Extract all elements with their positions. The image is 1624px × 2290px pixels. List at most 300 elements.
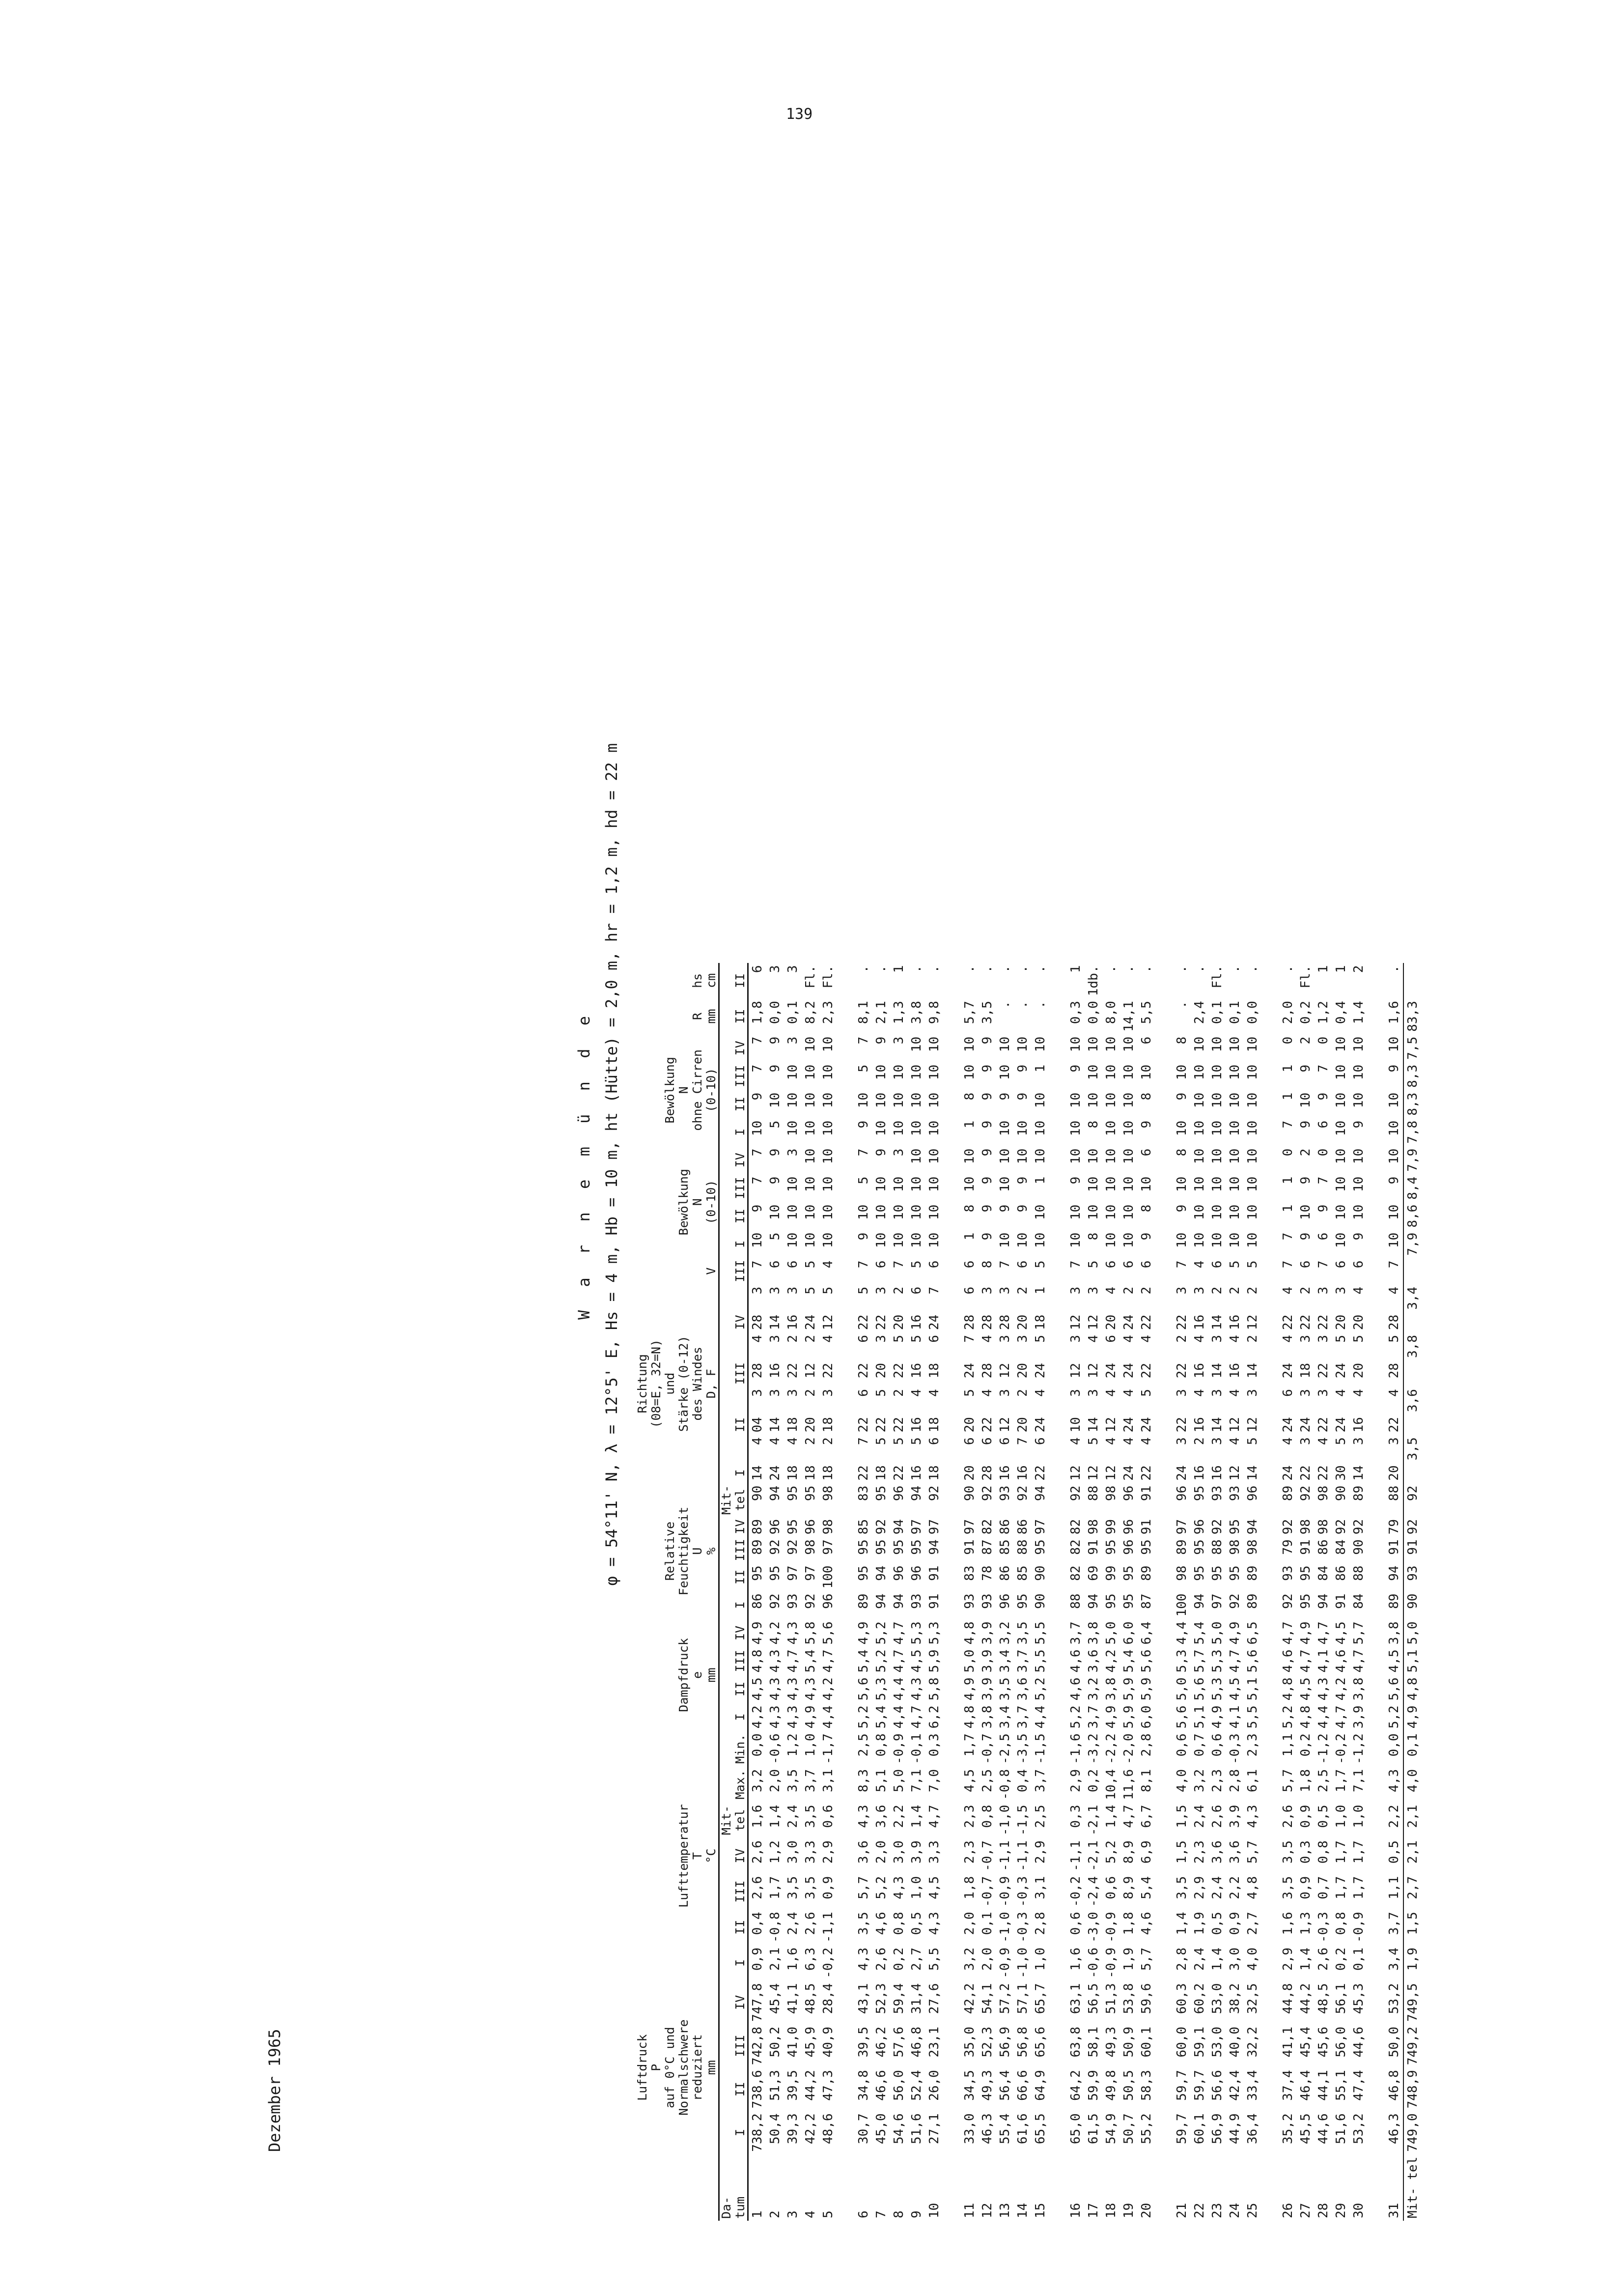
value-cell: 22	[892, 1465, 906, 1481]
value-cell: 3	[1210, 1389, 1225, 1397]
value-cell: 59,7	[1175, 2113, 1189, 2145]
value-cell: Fl.	[803, 965, 818, 989]
value-cell: 10	[1228, 1120, 1242, 1136]
gap-cell	[1261, 963, 1279, 2221]
value-cell: 4,2	[1104, 1649, 1119, 1673]
value-cell: 4	[768, 1437, 783, 1445]
value-cell: 5,0	[1210, 1621, 1225, 1645]
value-cell: 65,6	[1033, 2026, 1048, 2058]
value-cell: 91	[1139, 1519, 1154, 1535]
value-cell: 5	[962, 1389, 977, 1397]
value-cell: 10	[768, 1204, 783, 1220]
rotated-table-sheet	[491, 108, 1420, 2221]
value-cell: 2,4	[1192, 1948, 1207, 1971]
value-cell: 3,8	[1086, 1621, 1101, 1645]
value-cell: 89	[1281, 1485, 1295, 1501]
value-cell: 83	[856, 1485, 871, 1501]
value-cell: 27,1	[927, 2113, 942, 2145]
value-cell: 5,6	[1139, 1649, 1154, 1673]
value-cell: 10	[821, 1120, 836, 1136]
value-cell: 3	[785, 1036, 800, 1045]
value-cell: 2	[1175, 1335, 1189, 1343]
value-cell: 10	[821, 1176, 836, 1192]
value-cell: 9	[980, 1232, 995, 1241]
value-cell: 5	[803, 1286, 818, 1295]
value-cell: 0,0	[750, 1733, 765, 1757]
value-cell: 53,0	[1210, 1983, 1225, 2014]
value-cell: 10	[1334, 1036, 1348, 1052]
value-cell: 3	[1086, 1286, 1101, 1295]
value-cell: 98	[1298, 1519, 1313, 1535]
value-cell: 4,7	[1351, 1649, 1366, 1673]
value-cell: 50,4	[768, 2113, 783, 2145]
value-cell: 87	[1139, 1593, 1154, 1609]
value-cell: 22	[1139, 1363, 1154, 1379]
value-cell: 89	[856, 1593, 871, 1609]
value-cell: 2,2	[892, 1805, 906, 1828]
value-cell: 86	[998, 1565, 1012, 1581]
value-cell: 3	[998, 1335, 1012, 1343]
sub-header-cell: II	[719, 998, 748, 1034]
value-cell: 10	[1298, 1092, 1313, 1108]
value-cell: 95	[874, 1485, 889, 1501]
value-cell: 59,9	[1086, 2070, 1101, 2101]
value-cell: 2,9	[821, 1840, 836, 1864]
value-cell: 10	[909, 1204, 924, 1220]
value-cell: 10	[1210, 1036, 1225, 1052]
value-cell: 45,3	[1351, 1983, 1366, 2014]
value-cell: 5,6	[1175, 1705, 1189, 1729]
value-cell: 8,3	[1403, 1090, 1422, 1118]
value-cell: 5,2	[874, 1649, 889, 1673]
sub-header-cell: III	[719, 1360, 748, 1386]
value-cell: 10	[803, 1232, 818, 1248]
value-cell: 4	[1086, 1335, 1101, 1343]
value-cell: 5,7	[856, 1876, 871, 1899]
value-cell: 2,6	[750, 1876, 765, 1899]
day-cell: 17	[1086, 2203, 1101, 2218]
value-cell: 7	[856, 1260, 871, 1269]
value-cell: 4	[1068, 1437, 1083, 1445]
value-cell: -0,9	[1351, 1912, 1366, 1943]
value-cell: 7	[856, 1148, 871, 1157]
value-cell: 89	[1245, 1593, 1260, 1609]
value-cell: 2,6	[1316, 1948, 1331, 1971]
value-cell: 51,3	[768, 2070, 783, 2101]
sub-header-cell: IV	[719, 1146, 748, 1174]
table-row	[855, 963, 872, 2221]
value-cell: 3,8	[909, 1001, 924, 1024]
value-cell: 59,7	[1175, 2070, 1189, 2101]
value-cell: 96	[768, 1519, 783, 1535]
value-cell: 82	[1068, 1539, 1083, 1555]
value-cell: 1,7	[1334, 1769, 1348, 1792]
value-cell: 5,9	[1121, 1705, 1136, 1729]
value-cell: 4	[1387, 1286, 1401, 1295]
value-cell: 5,7	[1351, 1621, 1366, 1645]
value-cell: 5,6	[1387, 1677, 1401, 1701]
value-cell: 0,5	[1210, 1912, 1225, 1935]
value-cell: 22	[874, 1314, 889, 1330]
value-cell: 0	[1316, 1036, 1331, 1045]
value-cell: 2,7	[909, 1948, 924, 1971]
value-cell: 16	[1210, 1465, 1225, 1481]
value-cell: 3,2	[1192, 1769, 1207, 1792]
value-cell: 1,8	[1121, 1912, 1136, 1935]
value-cell: 34,5	[962, 2070, 977, 2101]
value-cell: 93	[980, 1593, 995, 1609]
table-row	[1173, 963, 1191, 2221]
value-cell: 26,0	[927, 2070, 942, 2101]
value-cell: 1,6	[750, 1805, 765, 1828]
day-cell: 20	[1139, 2203, 1154, 2218]
value-cell: -1,5	[1015, 1805, 1030, 1836]
value-cell: 2,9	[1192, 1876, 1207, 1899]
value-cell: 4,3	[785, 1705, 800, 1729]
value-cell: 10	[1121, 1148, 1136, 1164]
value-cell: 0,6	[1210, 1733, 1225, 1757]
value-cell: 3	[1015, 1335, 1030, 1343]
value-cell: 10	[1334, 1176, 1348, 1192]
sub-header-cell: II	[719, 1909, 748, 1945]
value-cell: 10	[892, 1176, 906, 1192]
value-cell: 92	[768, 1593, 783, 1609]
value-cell: 10	[785, 1064, 800, 1080]
value-cell: 53,2	[1351, 2113, 1366, 2145]
value-cell: 0,9	[1298, 1876, 1313, 1899]
value-cell: 94	[1245, 1519, 1260, 1535]
value-cell: 95	[1015, 1593, 1030, 1609]
value-cell: 4,3	[892, 1876, 906, 1899]
table-row	[1138, 963, 1155, 2221]
value-cell: 38,2	[1228, 1983, 1242, 2014]
value-cell: 18	[803, 1465, 818, 1481]
value-cell: 2,3	[962, 1840, 977, 1864]
value-cell: 10	[1228, 1064, 1242, 1080]
value-cell: 6	[1015, 1260, 1030, 1269]
value-cell: 4,3	[1387, 1769, 1401, 1792]
value-cell: 1,5	[1403, 1909, 1422, 1945]
value-cell: 22	[892, 1363, 906, 1379]
value-cell: 4	[1104, 1389, 1119, 1397]
value-cell: -0,6	[768, 1733, 783, 1764]
value-cell: 2,8	[1139, 1733, 1154, 1757]
value-cell: 2,4	[1192, 1805, 1207, 1828]
value-cell: 94	[927, 1539, 942, 1555]
value-cell: 22	[856, 1417, 871, 1433]
value-cell: 4,6	[874, 1912, 889, 1935]
value-cell: 6	[980, 1437, 995, 1445]
value-cell: 64,2	[1068, 2070, 1083, 2101]
value-cell: 4,5	[1334, 1621, 1348, 1645]
value-cell: 10	[1192, 1176, 1207, 1192]
value-cell: 100	[1175, 1593, 1189, 1617]
value-cell: 39,5	[785, 2070, 800, 2101]
value-cell: 6	[1104, 1335, 1119, 1343]
value-cell: 0,9	[1228, 1912, 1242, 1935]
value-cell: 5,2	[1104, 1840, 1119, 1864]
value-cell: 5,7	[1281, 1769, 1295, 1792]
sub-header-cell: I	[719, 1118, 748, 1146]
value-cell: 3	[768, 1389, 783, 1397]
value-cell: 4,9	[803, 1705, 818, 1729]
value-cell: 22	[1298, 1314, 1313, 1330]
value-cell: 9	[1139, 1232, 1154, 1241]
header-precipitation: R mm	[690, 1009, 718, 1024]
value-cell: 14	[750, 1465, 765, 1481]
value-cell: 3	[1334, 1286, 1348, 1295]
value-cell: 95	[768, 1565, 783, 1581]
value-cell: 95	[1033, 1539, 1048, 1555]
value-cell: 0,8	[1316, 1840, 1331, 1864]
value-cell: 6	[1139, 1036, 1154, 1045]
value-cell: 92	[1281, 1519, 1295, 1535]
value-cell: 10	[1351, 1204, 1366, 1220]
value-cell: 10	[1086, 1064, 1101, 1080]
value-cell: 10	[1351, 1064, 1366, 1080]
value-cell: 22	[1175, 1417, 1189, 1433]
value-cell: .	[1015, 1001, 1030, 1009]
value-cell: 1,7	[768, 1876, 783, 1899]
gap-cell	[837, 963, 855, 2221]
value-cell: 10	[1387, 1232, 1401, 1248]
value-cell: 88	[1387, 1485, 1401, 1501]
value-cell: 3,5	[1281, 1840, 1295, 1864]
value-cell: 0,4	[1015, 1769, 1030, 1792]
value-cell: 7	[1068, 1260, 1083, 1269]
value-cell: 6,1	[1245, 1769, 1260, 1792]
value-cell: 10	[1245, 1064, 1260, 1080]
value-cell: 22	[1139, 1314, 1154, 1330]
value-cell: 51,6	[1334, 2113, 1348, 2145]
value-cell: 22	[1175, 1363, 1189, 1379]
value-cell: 50,0	[1387, 2026, 1401, 2058]
value-cell: 4	[785, 1437, 800, 1445]
value-cell: 0,0	[768, 1001, 783, 1024]
value-cell: 5,1	[874, 1769, 889, 1792]
value-cell: 56,9	[998, 2026, 1012, 2058]
value-cell: 95	[1104, 1593, 1119, 1609]
value-cell: 92	[1334, 1519, 1348, 1535]
value-cell: 10	[1104, 1092, 1119, 1108]
value-cell: 10	[1192, 1232, 1207, 1248]
value-cell: 66,6	[1015, 2070, 1030, 2101]
value-cell: 10	[892, 1120, 906, 1136]
value-cell: 1,9	[1192, 1912, 1207, 1935]
value-cell: 10	[1245, 1148, 1260, 1164]
value-cell: 28	[980, 1465, 995, 1481]
value-cell: 3	[1175, 1286, 1189, 1295]
value-cell: 4	[1192, 1389, 1207, 1397]
value-cell: 8	[962, 1204, 977, 1213]
value-cell: 8	[962, 1092, 977, 1101]
value-cell: 1	[1068, 965, 1083, 973]
value-cell: 6,5	[1245, 1621, 1260, 1645]
value-cell: 9	[980, 1064, 995, 1073]
value-cell: 20	[1351, 1314, 1366, 1330]
value-cell: 45,0	[874, 2113, 889, 2145]
value-cell: 4,9	[1403, 1703, 1422, 1731]
value-cell: 0,3	[1298, 1840, 1313, 1864]
sub-header-cell: IV	[719, 1517, 748, 1537]
value-cell: .	[1175, 1001, 1189, 1009]
value-cell: 5	[1387, 1335, 1401, 1343]
value-cell: .	[1033, 1001, 1048, 1009]
value-cell: 92	[768, 1539, 783, 1555]
value-cell: 4	[1351, 1286, 1366, 1295]
value-cell: 7	[750, 1064, 765, 1073]
value-cell: 10	[1104, 1204, 1119, 1220]
value-cell: 1,6	[1068, 1948, 1083, 1971]
value-cell: 5	[1086, 1260, 1101, 1269]
value-cell: 1,8	[750, 1001, 765, 1024]
table-row	[908, 963, 925, 2221]
value-cell: 90	[1403, 1591, 1422, 1619]
group-gap	[943, 963, 961, 2221]
value-cell: 3,6	[856, 1840, 871, 1864]
value-cell: 24	[1281, 1417, 1295, 1433]
value-cell: 2	[1245, 1335, 1260, 1343]
value-cell: 46,2	[874, 2026, 889, 2058]
value-cell: 24	[1121, 1465, 1136, 1481]
value-cell: 93	[962, 1593, 977, 1609]
value-cell: 6	[1104, 1260, 1119, 1269]
value-cell: 4,7	[1281, 1621, 1295, 1645]
group-gap	[1049, 963, 1067, 2221]
value-cell: 1,0	[1334, 1805, 1348, 1828]
value-cell: 94	[1086, 1593, 1101, 1609]
day-cell: 13	[998, 2203, 1012, 2218]
value-cell: 3	[1387, 1437, 1401, 1445]
value-cell: 0,1	[1403, 1731, 1422, 1767]
value-cell: 90	[1033, 1565, 1048, 1581]
value-cell: 10	[1068, 1092, 1083, 1108]
value-cell: 9	[980, 1036, 995, 1045]
value-cell: 10	[909, 1120, 924, 1136]
value-cell: 35,0	[962, 2026, 977, 2058]
value-cell: -1,0	[1015, 1948, 1030, 1979]
value-cell: 4,6	[1334, 1649, 1348, 1673]
value-cell: 30,7	[856, 2113, 871, 2145]
value-cell: 6	[927, 1437, 942, 1445]
value-cell: 5	[874, 1437, 889, 1445]
sub-header-cell: I	[719, 2111, 748, 2154]
sub-header-cell	[719, 1284, 748, 1312]
value-cell: 1,0	[1351, 1805, 1366, 1828]
value-cell: .	[909, 965, 924, 973]
value-cell: 95	[892, 1539, 906, 1555]
value-cell: 94	[1387, 1565, 1401, 1581]
value-cell: 8,0	[1104, 1001, 1119, 1024]
value-cell: 0,3	[927, 1733, 942, 1757]
value-cell	[1403, 963, 1422, 999]
value-cell: 10	[1192, 1036, 1207, 1052]
value-cell: 5,7	[962, 1001, 977, 1024]
value-cell: 10	[874, 1232, 889, 1248]
value-cell: 10	[1139, 1176, 1154, 1192]
value-cell: 2,3	[1245, 1733, 1260, 1757]
value-cell: 3,3	[803, 1840, 818, 1864]
value-cell: 16	[1015, 1465, 1030, 1481]
value-cell: 86	[1334, 1565, 1348, 1581]
value-cell: 95	[1192, 1485, 1207, 1501]
value-cell: 10	[1015, 1036, 1030, 1052]
value-cell: .	[856, 965, 871, 973]
value-cell	[1403, 1360, 1422, 1386]
value-cell: 1,6	[1281, 1912, 1295, 1935]
value-cell: 3,5	[856, 1912, 871, 1935]
value-cell: 4,7	[1298, 1649, 1313, 1673]
value-cell: 4,7	[1316, 1621, 1331, 1645]
value-cell: 2	[1121, 1286, 1136, 1295]
value-cell: 24	[1281, 1465, 1295, 1481]
value-cell: 4,7	[909, 1705, 924, 1729]
value-cell: 3	[768, 965, 783, 973]
value-cell: 10	[1175, 1176, 1189, 1192]
value-cell: 2,3	[821, 1001, 836, 1024]
value-cell: 92	[803, 1593, 818, 1609]
value-cell: 4	[1281, 1335, 1295, 1343]
value-cell: 46,8	[909, 2026, 924, 2058]
value-cell: 6	[962, 1437, 977, 1445]
value-cell: 0,1	[1351, 1948, 1366, 1971]
value-cell: 9	[874, 1036, 889, 1045]
value-cell: 10	[1121, 1092, 1136, 1108]
value-cell: 10	[1104, 1232, 1119, 1248]
value-cell: 96	[909, 1565, 924, 1581]
header-vapor-pressure: Dampfdruck e mm	[676, 1638, 718, 1712]
value-cell: 10	[1228, 1036, 1242, 1052]
value-cell: 6,9	[1139, 1840, 1154, 1864]
sub-header-cell: III	[719, 1647, 748, 1675]
value-cell: 6	[856, 1335, 871, 1343]
value-cell: 12	[1245, 1417, 1260, 1433]
value-cell: 96	[1121, 1485, 1136, 1501]
value-cell: 56,6	[1210, 2070, 1225, 2101]
value-cell: 90	[962, 1485, 977, 1501]
day-cell: 11	[962, 2203, 977, 2218]
value-cell: 10	[1192, 1064, 1207, 1080]
value-cell: 1	[1033, 1286, 1048, 1295]
table-row	[1191, 963, 1208, 2221]
value-cell: 96	[892, 1485, 906, 1501]
value-cell: 56,5	[1086, 1983, 1101, 2014]
table-row	[766, 963, 784, 2221]
value-cell: 3,1	[821, 1769, 836, 1792]
value-cell: 91	[927, 1593, 942, 1609]
value-cell: 7,9	[1403, 1146, 1422, 1174]
value-cell: 0,5	[1387, 1840, 1401, 1864]
value-cell: 3	[1192, 1286, 1207, 1295]
value-cell: 4	[1104, 1437, 1119, 1445]
value-cell: 2	[785, 1335, 800, 1343]
value-cell: 9	[1015, 1176, 1030, 1185]
value-cell: 3,5	[1281, 1876, 1295, 1899]
value-cell: 5	[856, 1286, 871, 1295]
value-cell: -2,0	[1121, 1733, 1136, 1764]
value-cell: 1,4	[1351, 1001, 1366, 1024]
value-cell: 4,0	[1403, 1767, 1422, 1803]
value-cell: 94	[1316, 1593, 1331, 1609]
value-cell: .	[1033, 965, 1048, 973]
value-cell: 95	[750, 1565, 765, 1581]
value-cell: 2	[892, 1286, 906, 1295]
value-cell: 3,9	[1228, 1805, 1242, 1828]
value-cell: 6	[909, 1286, 924, 1295]
value-cell: 63,1	[1068, 1983, 1083, 2014]
value-cell: 4,6	[1068, 1677, 1083, 1701]
value-cell: .	[1139, 965, 1154, 973]
